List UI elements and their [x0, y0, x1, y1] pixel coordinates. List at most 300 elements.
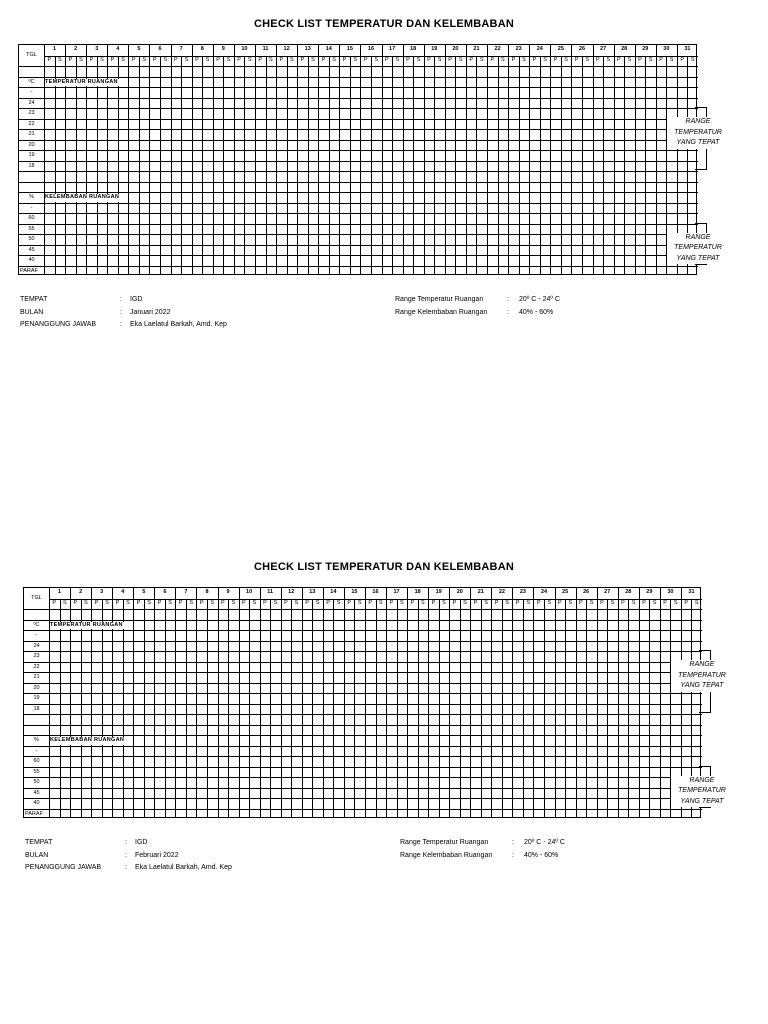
- day-number: 16: [372, 589, 379, 595]
- grid-column-line: [397, 599, 398, 818]
- colon: :: [507, 296, 509, 303]
- grid-column-line: [376, 599, 377, 818]
- shift-pagi: P: [638, 56, 642, 63]
- sheet-title: CHECK LIST TEMPERATUR DAN KELEMBABAN: [254, 561, 514, 573]
- grid-column-line: [181, 56, 182, 275]
- day-number: 14: [330, 589, 337, 595]
- shift-siang: S: [105, 599, 109, 606]
- grid-column-line: [508, 45, 509, 274]
- penanggung-jawab-row: [20, 319, 227, 332]
- shift-siang: S: [121, 56, 125, 63]
- day-number: 12: [283, 46, 290, 52]
- shift-siang: S: [184, 56, 189, 63]
- range-temperatur-value: 20º C - 24º C: [519, 296, 560, 303]
- colon: :: [125, 864, 127, 871]
- grid-column-line: [603, 56, 604, 275]
- grid-column-line: [270, 599, 271, 818]
- shift-siang: S: [501, 56, 505, 63]
- day-number: 30: [663, 46, 670, 52]
- grid-column-line: [614, 45, 615, 274]
- shift-siang: S: [57, 56, 62, 63]
- day-number: 28: [625, 589, 632, 595]
- shift-pagi: P: [617, 56, 621, 63]
- day-number: 2: [74, 46, 78, 52]
- shift-siang: S: [231, 599, 236, 606]
- day-number: 13: [309, 589, 316, 595]
- day-number: 13: [304, 46, 311, 52]
- range-kelembaban-value: 40% - 60%: [519, 308, 554, 316]
- shift-siang: S: [673, 599, 678, 606]
- shift-siang: S: [484, 599, 488, 606]
- day-number: 29: [646, 589, 653, 595]
- shift-pagi: P: [300, 56, 305, 63]
- grid-row: [19, 66, 698, 77]
- day-number: 23: [519, 589, 526, 595]
- day-number: 17: [389, 46, 396, 52]
- shift-siang: S: [522, 56, 526, 63]
- range-note-line: TEMPERATUR: [678, 671, 726, 679]
- temperature-range-note: [667, 117, 729, 149]
- grid-column-line: [576, 588, 577, 817]
- temperature-level: -: [35, 632, 38, 638]
- range-note-line: TEMPERATUR: [674, 244, 722, 251]
- shift-pagi: P: [368, 599, 373, 606]
- shift-siang: S: [336, 599, 341, 606]
- grid-column-line: [160, 56, 161, 275]
- shift-siang: S: [463, 599, 467, 606]
- day-number: 15: [346, 46, 353, 52]
- shift-pagi: P: [452, 599, 457, 606]
- grid-column-line: [76, 56, 77, 275]
- shift-siang: S: [315, 599, 320, 606]
- colon: :: [120, 308, 122, 316]
- grid-column-line: [202, 56, 203, 275]
- grid-row: [19, 150, 698, 161]
- shift-pagi: P: [574, 56, 579, 63]
- grid-column-line: [360, 45, 361, 274]
- shift-pagi: P: [326, 599, 330, 606]
- shift-siang: S: [437, 56, 442, 63]
- humidity-level: 60: [33, 758, 40, 764]
- grid-row: [24, 641, 702, 652]
- day-number: 31: [688, 589, 695, 595]
- grid-column-line: [571, 45, 572, 274]
- shift-siang: S: [147, 599, 151, 606]
- day-number: 26: [578, 46, 586, 52]
- grid-row: [24, 662, 702, 673]
- shift-siang: S: [189, 599, 193, 606]
- grid-row: [19, 108, 698, 119]
- humidity-level: 50: [33, 779, 40, 785]
- day-number: 7: [179, 46, 183, 52]
- grid-row: [24, 714, 702, 725]
- day-number: 27: [600, 46, 607, 52]
- shift-pagi: P: [110, 56, 115, 63]
- grid-column-line: [266, 56, 267, 275]
- grid-column-line: [371, 56, 372, 275]
- grid-column-line: [455, 56, 456, 275]
- grid-column-line: [192, 45, 193, 274]
- grid-row: [24, 756, 702, 767]
- grid-column-line: [439, 599, 440, 818]
- grid-column-line: [593, 45, 594, 274]
- day-number: 20: [456, 589, 463, 595]
- range-note-line: RANGE: [689, 661, 715, 668]
- day-number: 1: [58, 589, 62, 595]
- temperature-level: 20: [33, 684, 40, 691]
- range-note-line: RANGE: [685, 118, 711, 125]
- shift-pagi: P: [494, 599, 499, 606]
- grid-column-line: [128, 45, 129, 274]
- checklist-sheet-february: [0, 561, 768, 921]
- shift-siang: S: [163, 56, 168, 63]
- colon: :: [120, 296, 122, 303]
- grid-column-line: [445, 45, 446, 274]
- grid-column-line: [403, 45, 404, 274]
- shift-siang: S: [79, 56, 83, 63]
- grid-column-line: [186, 599, 187, 818]
- day-number: 1: [53, 46, 57, 52]
- shift-siang: S: [311, 56, 315, 63]
- shift-pagi: P: [321, 56, 326, 63]
- shift-pagi: P: [406, 56, 410, 63]
- shift-siang: S: [606, 56, 611, 63]
- grid-row: [19, 213, 698, 224]
- grid-column-line: [329, 56, 330, 275]
- grid-column-line: [165, 599, 166, 818]
- humidity-level: 50: [28, 236, 35, 242]
- grid-row: [19, 171, 698, 182]
- shift-pagi: P: [515, 599, 520, 606]
- range-note-line: YANG TEPAT: [680, 797, 724, 805]
- tempat-label: TEMPAT: [20, 296, 48, 303]
- day-number: 5: [137, 46, 141, 52]
- day-number: 24: [540, 589, 548, 595]
- shift-siang: S: [648, 56, 653, 63]
- shift-siang: S: [378, 599, 383, 606]
- temperature-unit: ºC: [28, 78, 35, 85]
- shift-siang: S: [669, 56, 674, 63]
- day-number: 21: [473, 46, 480, 52]
- shift-siang: S: [568, 599, 573, 606]
- grid-row: [24, 651, 702, 662]
- day-number: 3: [95, 46, 99, 52]
- shift-pagi: P: [511, 56, 516, 63]
- grid-column-line: [81, 599, 82, 818]
- grid-column-line: [239, 588, 240, 817]
- day-number: 19: [431, 46, 438, 52]
- shift-siang: S: [505, 599, 509, 606]
- shift-pagi: P: [284, 599, 288, 606]
- grid-column-line: [213, 45, 214, 274]
- shift-pagi: P: [680, 56, 684, 63]
- grid-row: [24, 683, 702, 694]
- grid-column-line: [660, 588, 661, 817]
- grid-column-line: [624, 56, 625, 275]
- grid-column-line: [144, 599, 145, 818]
- shift-pagi: P: [342, 56, 347, 63]
- sheet-title: CHECK LIST TEMPERATUR DAN KELEMBABAN: [254, 18, 514, 30]
- grid-column-line: [354, 599, 355, 818]
- day-number: 10: [241, 46, 248, 52]
- grid-column-line: [618, 588, 619, 817]
- tempat-value: IGD: [135, 839, 148, 846]
- temperature-level: 24: [33, 642, 40, 649]
- penanggung-jawab-label: PENANGGUNG JAWAB: [25, 864, 102, 871]
- grid-column-line: [365, 588, 366, 817]
- grid-column-line: [550, 45, 551, 274]
- grid-column-line: [102, 599, 103, 818]
- grid-column-line: [318, 45, 319, 274]
- grid-row: [24, 767, 702, 778]
- shift-pagi: P: [258, 56, 263, 63]
- humidity-level: 40: [28, 257, 35, 263]
- grid-column-line: [519, 56, 520, 275]
- grid-column-line: [55, 56, 56, 275]
- grid-column-line: [561, 56, 562, 275]
- shift-pagi: P: [47, 56, 52, 63]
- humidity-unit: %: [29, 194, 34, 200]
- shift-siang: S: [126, 599, 130, 606]
- shift-siang: S: [100, 56, 104, 63]
- tempat-label: TEMPAT: [25, 839, 53, 846]
- shift-pagi: P: [89, 56, 94, 63]
- humidity-level: 40: [33, 800, 40, 806]
- day-number: 5: [142, 589, 146, 595]
- grid-column-line: [607, 599, 608, 818]
- grid-column-line: [344, 588, 345, 817]
- grid-column-line: [555, 588, 556, 817]
- grid-row: [19, 129, 698, 140]
- grid-column-line: [597, 588, 598, 817]
- penanggung-jawab-row: [25, 862, 232, 875]
- grid-column-line: [512, 588, 513, 817]
- shift-siang: S: [268, 56, 273, 63]
- shift-siang: S: [416, 56, 421, 63]
- temperature-level: 23: [28, 110, 35, 116]
- shift-siang: S: [526, 599, 531, 606]
- grid-column-line: [533, 588, 534, 817]
- shift-pagi: P: [642, 599, 646, 606]
- tempat-row: [20, 294, 227, 307]
- shift-pagi: P: [263, 599, 267, 606]
- humidity-level: -: [30, 204, 33, 211]
- day-number: 6: [158, 46, 162, 52]
- bulan-value: Januari 2022: [130, 308, 171, 316]
- grid-column-line: [582, 56, 583, 275]
- temperature-level: -: [30, 89, 33, 95]
- grid-row: [19, 203, 698, 214]
- shift-pagi: P: [363, 56, 368, 63]
- shift-pagi: P: [621, 599, 625, 606]
- range-note-line: TEMPERATUR: [674, 128, 722, 136]
- range-temperatur-row: [400, 837, 565, 850]
- shift-siang: S: [273, 599, 278, 606]
- grid-row: [24, 777, 702, 788]
- shift-pagi: P: [136, 599, 141, 606]
- grid-column-line: [175, 588, 176, 817]
- grid-column-line: [418, 599, 419, 818]
- grid-column-line: [339, 45, 340, 274]
- penanggung-jawab-value: Eka Laelatul Barkah, Amd. Kep: [130, 321, 227, 328]
- day-number: 31: [684, 46, 691, 52]
- grid-column-line: [234, 45, 235, 274]
- day-number: 6: [163, 589, 167, 595]
- day-number: 10: [246, 589, 253, 595]
- grid-column-line: [466, 45, 467, 274]
- colon: :: [120, 321, 122, 328]
- shift-siang: S: [479, 56, 484, 63]
- temperature-level: 22: [33, 663, 40, 670]
- day-number: 20: [452, 46, 459, 52]
- temperature-level: 21: [33, 674, 40, 680]
- temperature-unit: ºC: [33, 621, 40, 628]
- range-kelembaban-row: [395, 307, 560, 320]
- temperature-level: 21: [28, 131, 35, 137]
- shift-pagi: P: [220, 599, 225, 606]
- humidity-level: 45: [28, 246, 35, 253]
- day-number: 15: [351, 589, 358, 595]
- grid-column-line: [649, 599, 650, 818]
- grid-column-line: [308, 56, 309, 275]
- tgl-header: TGL: [26, 52, 37, 58]
- humidity-level: 55: [33, 768, 40, 775]
- shift-pagi: P: [347, 599, 351, 606]
- grid-row: [19, 161, 698, 172]
- grid-row: [19, 224, 698, 235]
- grid-column-line: [97, 56, 98, 275]
- paraf-label: PARAF: [20, 267, 38, 274]
- grid-column-line: [149, 45, 150, 274]
- shift-pagi: P: [195, 56, 199, 63]
- info-left: [20, 294, 227, 332]
- grid-column-line: [498, 56, 499, 275]
- humidity-section-label: KELEMBABAN RUANGAN: [45, 194, 120, 200]
- grid-column-line: [249, 599, 250, 818]
- day-number: 7: [184, 589, 188, 595]
- shift-siang: S: [458, 56, 463, 63]
- grid-column-line: [481, 599, 482, 818]
- temperature-level: 22: [28, 120, 35, 127]
- grid-row: [19, 119, 698, 130]
- grid-column-line: [470, 588, 471, 817]
- day-number: 27: [604, 589, 611, 595]
- day-number: 12: [288, 589, 295, 595]
- grid-column-line: [297, 45, 298, 274]
- shift-pagi: P: [157, 599, 162, 606]
- grid-column-line: [218, 588, 219, 817]
- shift-siang: S: [690, 56, 695, 63]
- shift-siang: S: [627, 56, 632, 63]
- checklist-sheet-january: [0, 18, 768, 378]
- grid-row: [24, 746, 702, 757]
- day-number: 14: [325, 46, 332, 52]
- shift-pagi: P: [178, 599, 183, 606]
- humidity-section-label: KELEMBABAN RUANGAN: [50, 737, 125, 743]
- grid-column-line: [407, 588, 408, 817]
- tempat-row: [25, 837, 232, 850]
- shift-pagi: P: [199, 599, 204, 606]
- info-right: [400, 837, 565, 862]
- range-kelembaban-label: Range Kelembaban Ruangan: [400, 851, 493, 859]
- shift-pagi: P: [389, 599, 394, 606]
- shift-pagi: P: [305, 599, 309, 606]
- shift-siang: S: [62, 599, 67, 606]
- day-number: 23: [515, 46, 522, 52]
- range-note-line: RANGE: [689, 776, 715, 784]
- day-number: 21: [477, 589, 484, 595]
- shift-pagi: P: [595, 56, 600, 63]
- shift-siang: S: [252, 599, 257, 606]
- shift-pagi: P: [684, 599, 689, 606]
- shift-pagi: P: [659, 56, 663, 63]
- shift-pagi: P: [536, 599, 541, 606]
- shift-pagi: P: [600, 599, 604, 606]
- shift-siang: S: [421, 599, 425, 606]
- colon: :: [125, 851, 127, 859]
- grid-column-line: [635, 45, 636, 274]
- shift-siang: S: [585, 56, 590, 63]
- day-number: 24: [536, 46, 543, 52]
- grid-column-line: [244, 56, 245, 275]
- range-note-line: TEMPERATUR: [678, 787, 726, 794]
- day-number: 2: [79, 589, 83, 595]
- grid-row: [24, 630, 702, 641]
- grid-column-line: [260, 588, 261, 817]
- shift-siang: S: [226, 56, 231, 63]
- tempat-value: IGD: [130, 296, 143, 303]
- shift-pagi: P: [216, 56, 220, 63]
- grid-column-line: [196, 588, 197, 817]
- grid-row: [19, 140, 698, 151]
- shift-pagi: P: [174, 56, 178, 63]
- shift-pagi: P: [490, 56, 495, 63]
- shift-siang: S: [332, 56, 336, 63]
- grid-column-line: [386, 588, 387, 817]
- grid-column-line: [350, 56, 351, 275]
- shift-siang: S: [374, 56, 379, 63]
- shift-siang: S: [652, 599, 657, 606]
- grid-row: [24, 672, 702, 683]
- day-number: 9: [221, 46, 225, 52]
- shift-pagi: P: [431, 599, 436, 606]
- grid-row: [19, 87, 698, 98]
- grid-column-line: [287, 56, 288, 275]
- grid-column-line: [139, 56, 140, 275]
- grid-row: [19, 77, 698, 88]
- colon: :: [125, 839, 127, 846]
- shift-pagi: P: [557, 599, 562, 606]
- day-number: 16: [367, 46, 375, 52]
- day-number: 25: [562, 589, 569, 595]
- shift-pagi: P: [663, 599, 667, 606]
- grid-column-line: [476, 56, 477, 275]
- colon: :: [512, 851, 514, 859]
- shift-siang: S: [399, 599, 404, 606]
- grid-column-line: [118, 56, 119, 275]
- tgl-header: TGL: [31, 595, 42, 601]
- day-number: 4: [116, 46, 120, 52]
- shift-siang: S: [543, 56, 547, 63]
- grid-column-line: [223, 56, 224, 275]
- shift-siang: S: [84, 599, 88, 606]
- grid-column-line: [628, 599, 629, 818]
- grid-column-line: [428, 588, 429, 817]
- shift-siang: S: [610, 599, 615, 606]
- grid-column-line: [291, 599, 292, 818]
- humidity-unit: %: [34, 737, 39, 743]
- range-note-line: RANGE: [685, 233, 711, 241]
